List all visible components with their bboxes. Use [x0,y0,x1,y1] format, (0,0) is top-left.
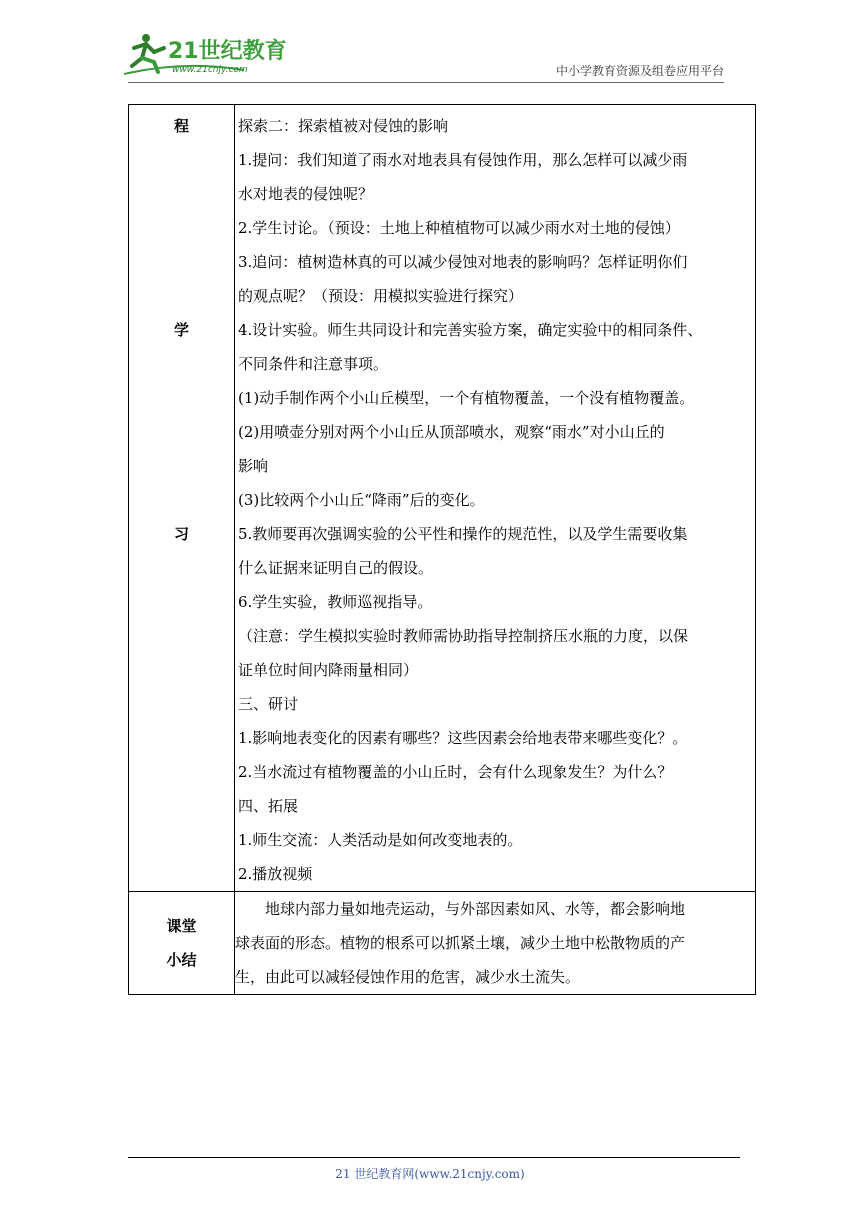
summary-label-line1: 课堂 [166,917,197,935]
logo-title: 21世纪教育 [168,39,287,64]
summary-line: 生，由此可以减轻侵蚀作用的危害，减少水土流失。 [235,968,581,986]
content-line: (3)比较两个小山丘“降雨”后的变化。 [238,491,485,509]
side-char-xue: 学 [173,321,189,339]
content-line: （注意：学生模拟实验时教师需协助指导控制挤压水瓶的力度，以保 [238,627,689,645]
content-line: 什么证据来证明自己的假设。 [238,559,434,577]
logo-runner-icon [124,30,294,80]
site-logo[interactable] [124,30,294,80]
content-line: 的观点呢？（预设：用模拟实验进行探究） [238,287,524,305]
footer-link[interactable]: 21 世纪教育网(www.21cnjy.com) [335,1167,525,1181]
summary-line: 球表面的形态。植物的根系可以抓紧土壤，减少土地中松散物质的产 [235,934,686,952]
content-line: 证单位时间内降雨量相同） [238,661,419,679]
content-line: 4.设计实验。师生共同设计和完善实验方案，确定实验中的相同条件、 [238,321,703,339]
content-line: 1.提问：我们知道了雨水对地表具有侵蚀作用，那么怎样可以减少雨 [238,151,688,169]
content-line: 不同条件和注意事项。 [238,355,389,373]
process-row [129,105,756,892]
lesson-table [128,104,756,995]
content-line: 2.学生讨论。（预设：土地上种植植物可以减少雨水对土地的侵蚀） [238,219,680,237]
content-line: 四、拓展 [238,797,299,815]
summary-label-line2: 小结 [166,951,197,969]
logo-url: www.21cnjy.com [172,65,248,75]
header-platform-text: 中小学教育资源及组卷应用平台 [555,64,724,78]
page-header [0,0,860,90]
summary-content-cell [235,892,756,995]
content-line: 2.当水流过有植物覆盖的小山丘时，会有什么现象发生？为什么？ [238,763,673,781]
content-line: (1)动手制作两个小山丘模型，一个有植物覆盖，一个没有植物覆盖。 [238,389,695,407]
process-label-cell [129,105,235,892]
process-content-cell [235,105,756,892]
content-line: 1.师生交流：人类活动是如何改变地表的。 [238,831,523,849]
content-line: 2.播放视频 [238,865,313,883]
side-char-xi: 习 [173,525,189,543]
content-line: (2)用喷壶分别对两个小山丘从顶部喷水，观察“雨水”对小山丘的 [238,423,665,441]
content-line: 1.影响地表变化的因素有哪些？这些因素会给地表带来哪些变化？。 [238,729,688,747]
content-line: 3.追问：植树造林真的可以减少侵蚀对地表的影响吗？怎样证明你们 [238,253,688,271]
footer-divider [128,1157,740,1158]
summary-label-cell [129,892,235,995]
header-divider [128,82,724,83]
content-line: 探索二：探索植被对侵蚀的影响 [238,117,449,135]
summary-row [129,892,756,995]
content-line: 5.教师要再次强调实验的公平性和操作的规范性，以及学生需要收集 [238,525,688,543]
content-line: 影响 [238,457,269,475]
content-line: 水对地表的侵蚀呢？ [238,185,374,203]
content-line: 三、研讨 [238,695,299,713]
summary-line: 地球内部力量如地壳运动，与外部因素如风、水等，都会影响地 [265,900,686,918]
side-char-cheng: 程 [173,117,189,135]
content-line: 6.学生实验，教师巡视指导。 [238,593,433,611]
